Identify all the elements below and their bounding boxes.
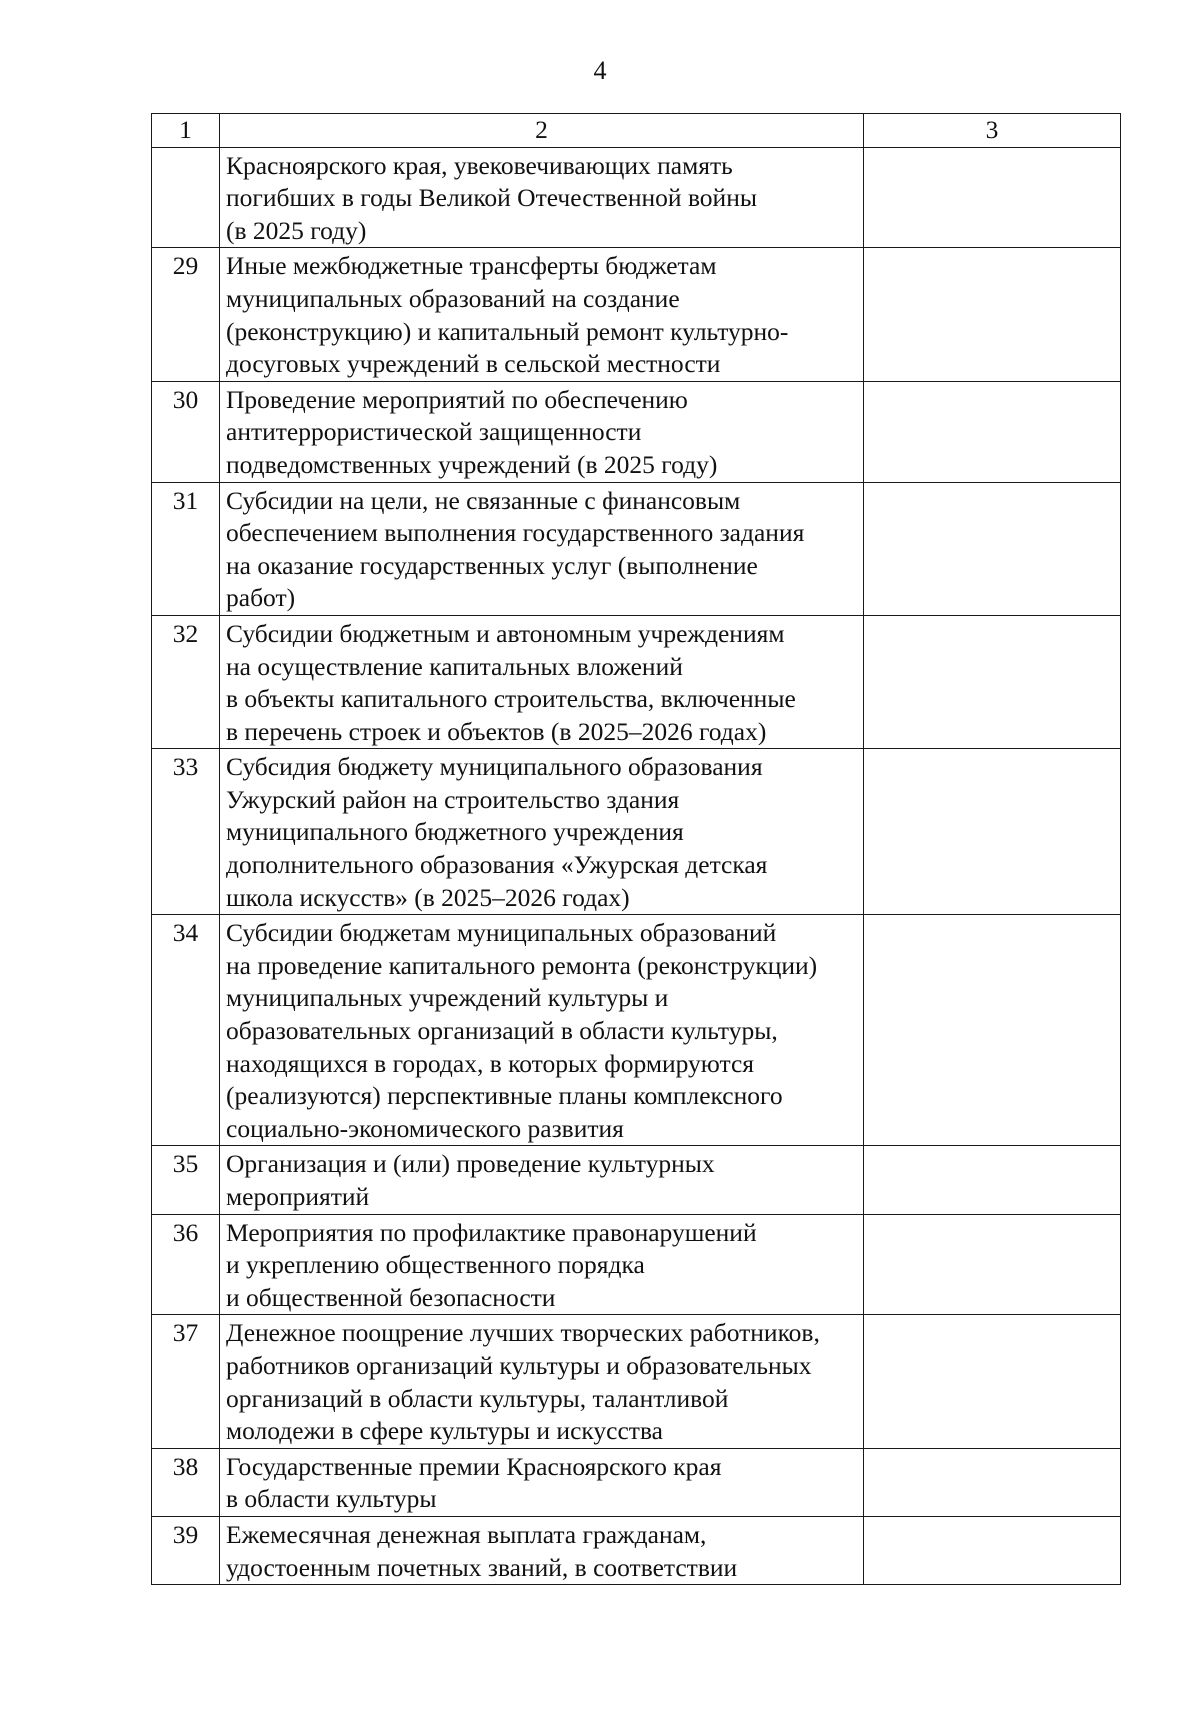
description-line: антитеррористической защищенности	[226, 417, 642, 447]
row-column-3	[864, 248, 1121, 381]
description-line: дополнительного образования «Ужурская детская	[226, 850, 768, 880]
row-column-3	[864, 749, 1121, 915]
table-row	[152, 248, 1121, 381]
description-line: Субсидии бюджетным и автономным учреждениям	[226, 618, 785, 648]
description-line: подведомственных учреждений (в 2025 году)	[226, 449, 718, 479]
table-row	[152, 1516, 1121, 1584]
description-line: Организация и (или) проведение культурных	[226, 1149, 715, 1179]
table-row	[152, 1146, 1121, 1214]
description-line: и укреплению общественного порядка	[226, 1250, 645, 1280]
table-row	[152, 615, 1121, 748]
row-number: 35	[152, 1146, 220, 1214]
description-line: в объекты капитального строительства, включенные	[226, 684, 796, 714]
description-line: образовательных организаций в области культуры,	[226, 1016, 778, 1046]
row-description	[220, 749, 864, 915]
description-line: мероприятий	[226, 1182, 370, 1211]
row-description	[220, 248, 864, 381]
row-column-3	[864, 482, 1121, 615]
row-number: 32	[152, 615, 220, 748]
column-header-3: 3	[864, 114, 1121, 148]
description-line: Ежемесячная денежная выплата гражданам,	[226, 1519, 707, 1549]
row-number: 33	[152, 749, 220, 915]
row-number: 29	[152, 248, 220, 381]
description-line: Иные межбюджетные трансферты бюджетам	[226, 251, 717, 281]
table-row	[152, 749, 1121, 915]
description-line: работ)	[226, 583, 296, 613]
program-table	[151, 113, 1121, 1585]
table-row	[152, 381, 1121, 482]
row-description	[220, 147, 864, 248]
description-line: Красноярского края, увековечивающих память	[226, 150, 733, 180]
table-row	[152, 1448, 1121, 1516]
table-row	[152, 147, 1121, 248]
description-line: работников организаций культуры и образовательных	[226, 1350, 812, 1380]
row-description	[220, 482, 864, 615]
row-column-3	[864, 1516, 1121, 1584]
row-number: 38	[152, 1448, 220, 1516]
description-line: на оказание государственных услуг (выполнение	[226, 550, 758, 580]
column-header-1: 1	[152, 114, 220, 148]
description-line: Ужурский район на строительство здания	[226, 784, 680, 814]
description-line: муниципального бюджетного учреждения	[226, 817, 684, 847]
table-row	[152, 1214, 1121, 1315]
row-column-3	[864, 1146, 1121, 1214]
row-number: 37	[152, 1315, 220, 1448]
column-header-2: 2	[220, 114, 864, 148]
description-line: на проведение капитального ремонта (реконструкции)	[226, 950, 818, 980]
description-line: Субсидия бюджету муниципального образования	[226, 752, 763, 782]
description-line: досуговых учреждений в сельской местности	[226, 349, 721, 379]
description-line: Субсидии на цели, не связанные с финансовым	[226, 485, 741, 515]
row-description	[220, 915, 864, 1146]
description-line: (реконструкцию) и капитальный ремонт культурно-	[226, 316, 789, 346]
description-line: удостоенным почетных званий, в соответствии	[226, 1552, 738, 1582]
description-line: Мероприятия по профилактике правонарушений	[226, 1217, 757, 1247]
row-number: 34	[152, 915, 220, 1146]
description-line: школа искусств» (в 2025–2026 годах)	[226, 882, 630, 912]
row-column-3	[864, 1214, 1121, 1315]
table-row	[152, 915, 1121, 1146]
description-line: муниципальных учреждений культуры и	[226, 983, 669, 1013]
row-description	[220, 1448, 864, 1516]
description-line: в области культуры	[226, 1484, 437, 1514]
description-line: и общественной безопасности	[226, 1282, 556, 1312]
description-line: Субсидии бюджетам муниципальных образований	[226, 918, 777, 948]
description-line: погибших в годы Великой Отечественной войны	[226, 183, 757, 213]
row-number: 36	[152, 1214, 220, 1315]
description-line: в перечень строек и объектов (в 2025–2026 годах)	[226, 716, 767, 746]
row-description	[220, 1516, 864, 1584]
row-description	[220, 615, 864, 748]
row-description	[220, 381, 864, 482]
row-description	[220, 1146, 864, 1214]
description-line: социально-экономического развития	[226, 1113, 624, 1143]
row-column-3	[864, 381, 1121, 482]
description-line: (реализуются) перспективные планы комплексного	[226, 1081, 783, 1111]
page-number: 4	[593, 56, 607, 85]
row-column-3	[864, 915, 1121, 1146]
row-column-3	[864, 1448, 1121, 1516]
table-header-row	[152, 114, 1121, 148]
description-line: муниципальных образований на создание	[226, 283, 680, 313]
description-line: Денежное поощрение лучших творческих работников,	[226, 1318, 820, 1348]
description-line: находящихся в городах, в которых формируются	[226, 1048, 755, 1078]
description-line: Проведение мероприятий по обеспечению	[226, 384, 688, 414]
row-number: 30	[152, 381, 220, 482]
table-row	[152, 1315, 1121, 1448]
row-number: 39	[152, 1516, 220, 1584]
table-body	[152, 147, 1121, 1585]
row-number: 31	[152, 482, 220, 615]
description-line: Государственные премии Красноярского края	[226, 1451, 722, 1481]
row-column-3	[864, 147, 1121, 248]
description-line: организаций в области культуры, талантливой	[226, 1383, 729, 1413]
description-line: обеспечением выполнения государственного задания	[226, 518, 805, 548]
row-description	[220, 1214, 864, 1315]
description-line: (в 2025 году)	[226, 215, 367, 245]
row-number	[152, 147, 220, 248]
row-column-3	[864, 1315, 1121, 1448]
description-line: молодежи в сфере культуры и искусства	[226, 1416, 663, 1446]
table-row	[152, 482, 1121, 615]
row-description	[220, 1315, 864, 1448]
row-column-3	[864, 615, 1121, 748]
description-line: на осуществление капитальных вложений	[226, 651, 683, 681]
